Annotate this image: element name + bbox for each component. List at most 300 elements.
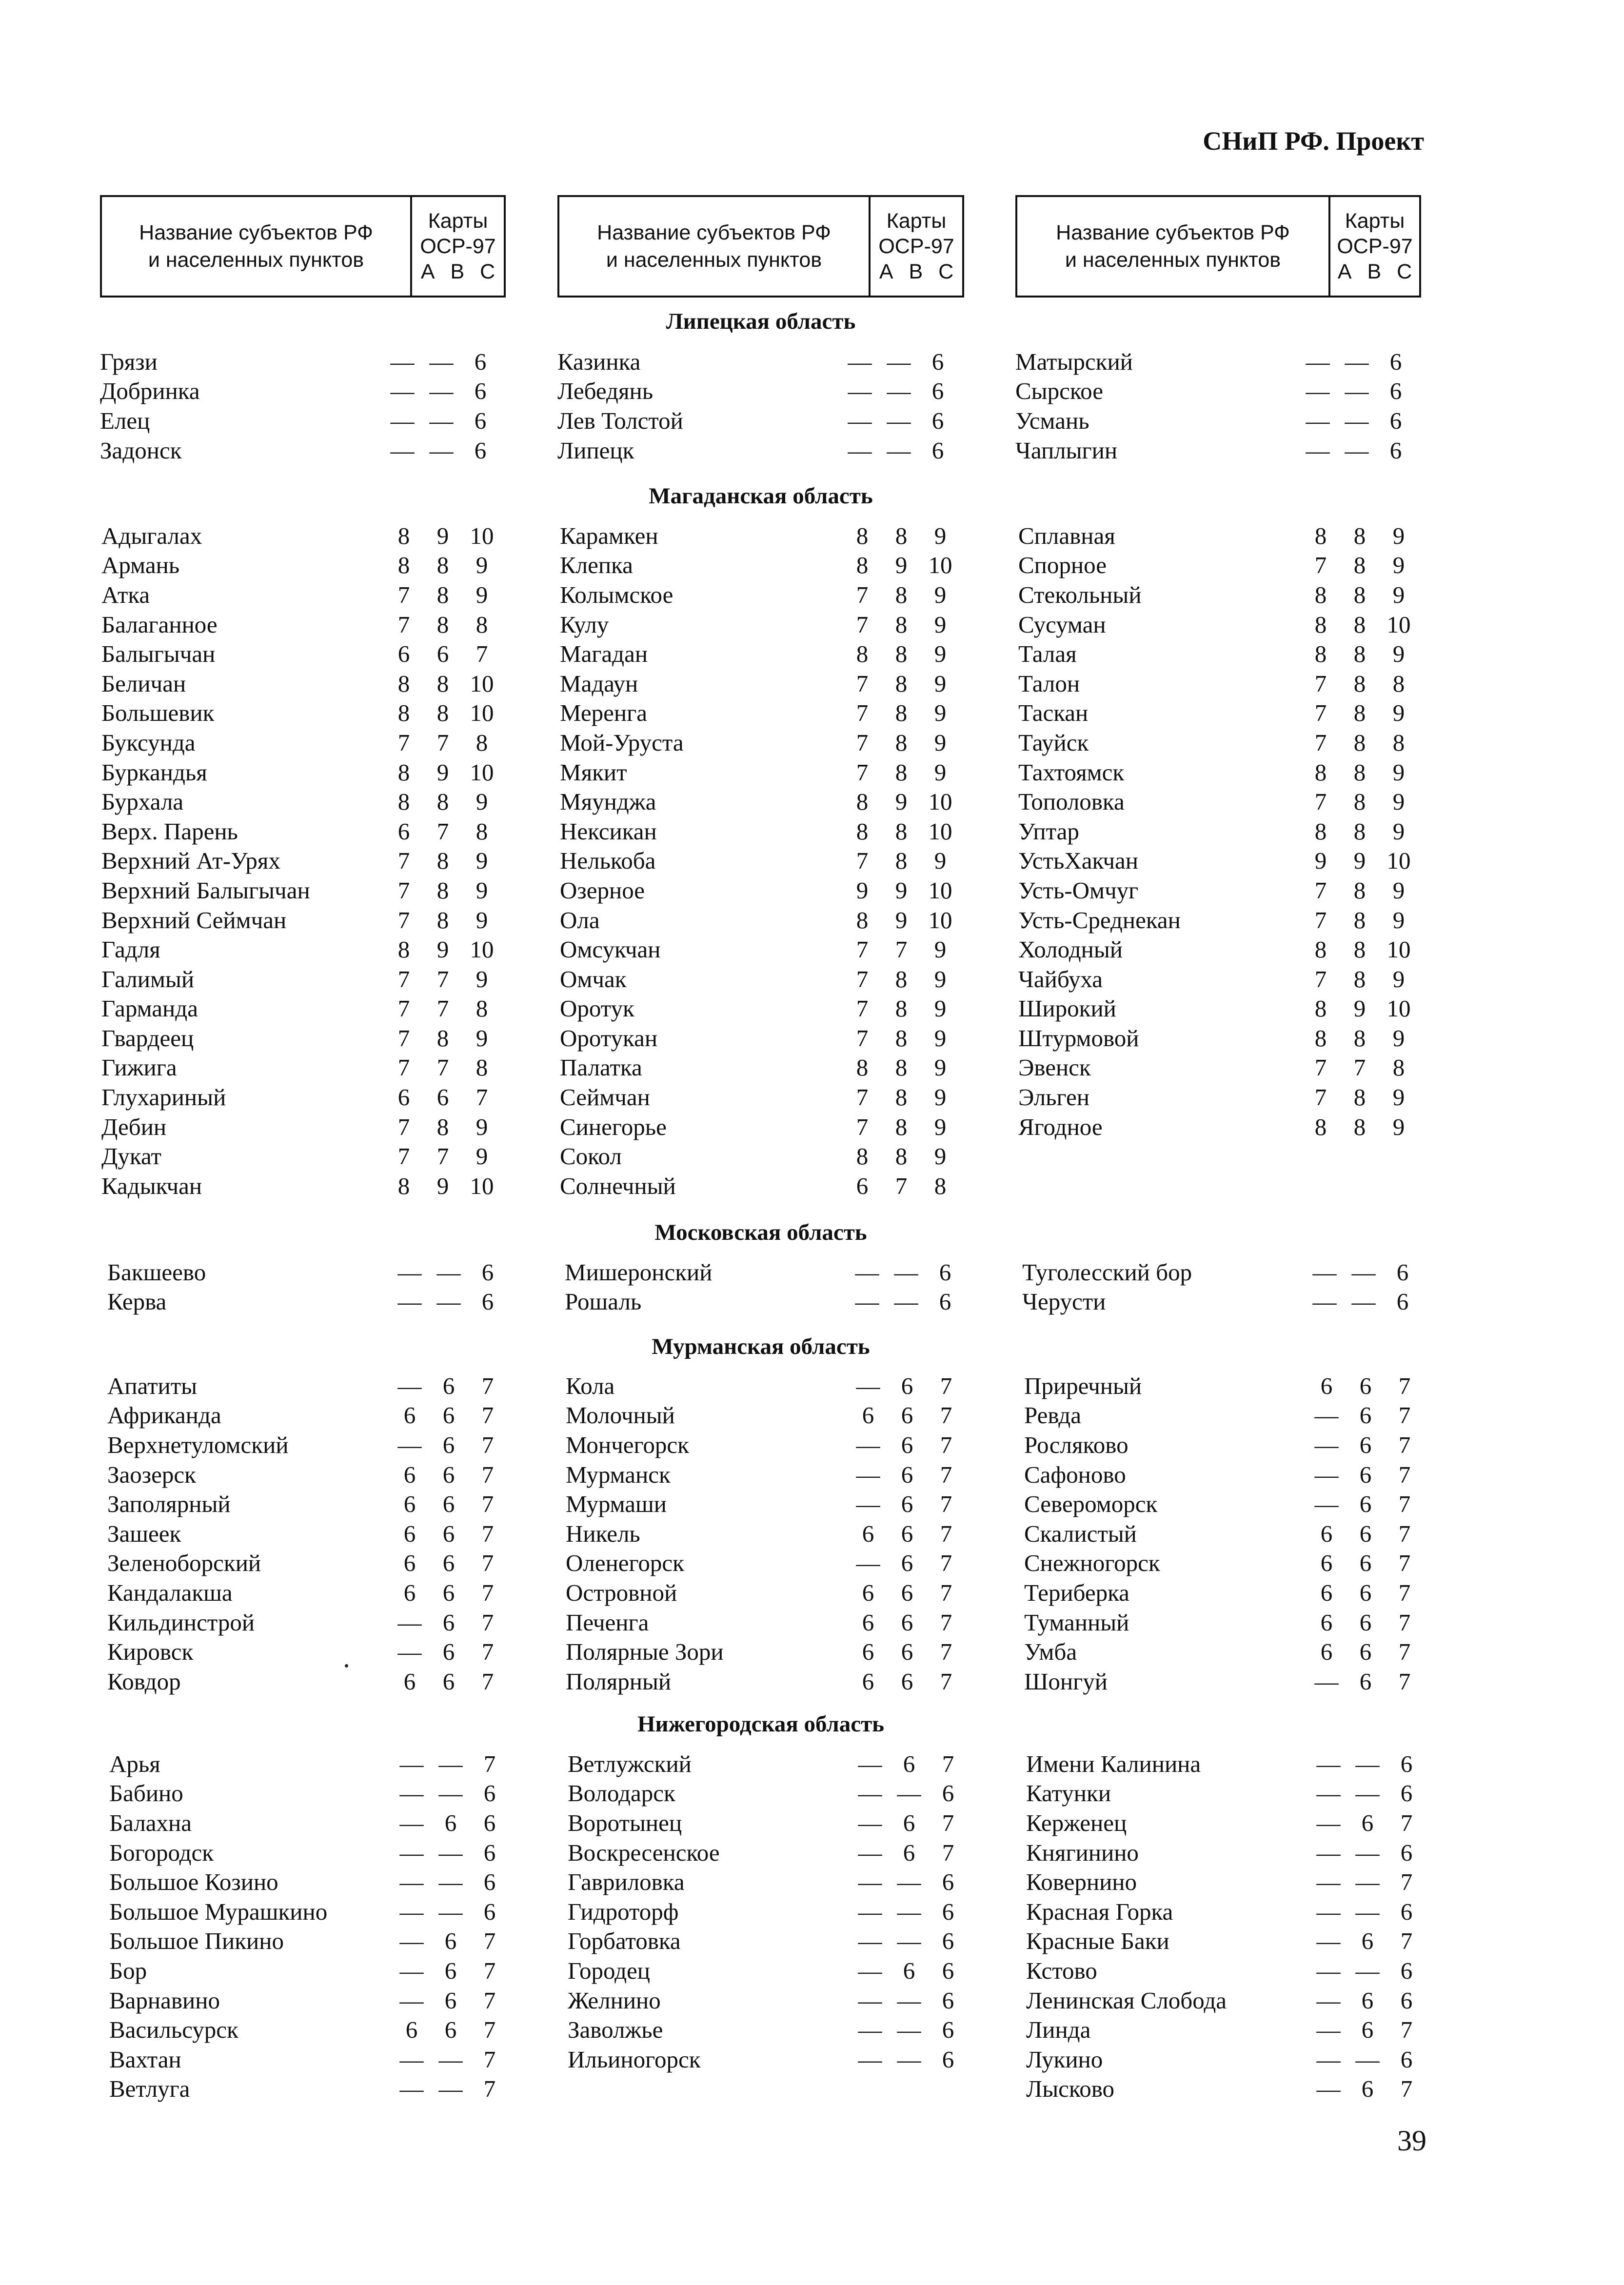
settlement-name: Приречный <box>1024 1372 1142 1399</box>
table-row <box>560 905 965 935</box>
table-row <box>568 1838 972 1868</box>
map-value-c: 6 <box>474 348 487 375</box>
settlement-name: Нексикан <box>560 817 657 845</box>
map-value-c: 9 <box>934 1113 947 1140</box>
map-value-b: — <box>438 1780 463 1807</box>
map-value-c: 6 <box>483 1780 496 1807</box>
map-value-c: 6 <box>481 1258 494 1286</box>
map-value-b: 6 <box>1361 2075 1374 2103</box>
map-value-b: — <box>1345 437 1369 464</box>
table-row <box>560 875 965 905</box>
table-row <box>557 406 962 436</box>
map-value-b: 8 <box>895 640 908 668</box>
table-row <box>101 1112 506 1142</box>
map-value-b: 8 <box>895 1113 908 1140</box>
table-row <box>566 1578 970 1608</box>
settlement-name: Ленинская Слобода <box>1026 1987 1227 2014</box>
map-value-c: 6 <box>481 1288 494 1315</box>
map-value-b: — <box>897 1927 921 1955</box>
map-value-c: 7 <box>940 1431 952 1458</box>
region-0-col-0 <box>100 347 505 465</box>
map-value-c: 6 <box>942 1927 954 1955</box>
map-value-b: — <box>897 1868 921 1896</box>
map-value-c: 6 <box>1396 1288 1409 1315</box>
map-value-a: — <box>858 1987 882 2014</box>
map-value-a: 6 <box>862 1609 874 1636</box>
settlement-name: Воротынец <box>568 1809 682 1836</box>
settlement-name: Оротукан <box>560 1024 658 1052</box>
settlement-name: Буксунда <box>101 729 196 756</box>
map-value-c: 10 <box>470 1172 494 1199</box>
table-row <box>566 1489 970 1519</box>
settlement-name: Мякит <box>560 758 627 786</box>
map-value-b: 7 <box>436 965 449 993</box>
map-value-c: 6 <box>483 1839 496 1866</box>
header-maps-title: Карты <box>428 209 488 233</box>
map-value-a: 7 <box>397 1113 410 1140</box>
map-value-b: 6 <box>901 1638 913 1666</box>
table-row <box>1018 934 1423 964</box>
settlement-name: Молочный <box>566 1402 675 1429</box>
map-value-b: 9 <box>436 1172 449 1199</box>
map-value-b: — <box>887 348 911 375</box>
map-value-a: 6 <box>1320 1550 1333 1577</box>
settlement-name: Лысково <box>1026 2075 1115 2103</box>
settlement-name: Красная Горка <box>1026 1898 1173 1925</box>
map-value-a: 7 <box>1314 965 1327 993</box>
map-value-c: 9 <box>1392 640 1405 668</box>
map-value-b: — <box>1351 1258 1376 1286</box>
settlement-name: Гижига <box>101 1054 177 1081</box>
map-value-a: — <box>399 1927 424 1955</box>
settlement-name: Магадан <box>560 640 648 668</box>
map-value-b: 6 <box>903 1809 915 1836</box>
region-title: Мурманская область <box>652 1334 870 1359</box>
map-value-b: — <box>897 2046 921 2073</box>
settlement-name: Ветлужский <box>568 1750 692 1777</box>
table-row <box>1018 728 1423 757</box>
map-value-b: — <box>1355 2046 1380 2073</box>
region-1-col-2 <box>1018 521 1423 1141</box>
map-value-c: 7 <box>481 1579 494 1606</box>
map-value-c: 9 <box>475 1113 488 1140</box>
print-speck <box>345 1664 348 1668</box>
table-row <box>566 1519 970 1549</box>
map-value-a: 6 <box>1320 1579 1333 1606</box>
settlement-name: Эльген <box>1018 1084 1089 1111</box>
settlement-name: Чаплыгин <box>1015 437 1118 464</box>
map-value-b: 6 <box>901 1520 913 1547</box>
table-row <box>1026 1867 1431 1897</box>
map-value-c: 9 <box>475 1143 488 1170</box>
map-value-a: 6 <box>862 1638 874 1666</box>
map-value-a: 8 <box>1314 522 1327 549</box>
table-row <box>568 2015 972 2045</box>
map-value-a: 7 <box>856 1113 869 1140</box>
running-head: СНиП РФ. Проект <box>1203 126 1424 156</box>
settlement-name: Североморск <box>1024 1490 1158 1518</box>
table-row <box>560 1053 965 1083</box>
table-row <box>1018 964 1423 994</box>
settlement-name: Усмань <box>1015 407 1089 434</box>
map-value-c: 10 <box>470 936 494 963</box>
map-value-a: — <box>397 1609 422 1636</box>
map-value-b: — <box>897 1987 921 2014</box>
map-value-c: 6 <box>942 1898 954 1925</box>
table-row <box>109 1986 514 2015</box>
table-row <box>560 787 965 816</box>
settlement-name: Верхнетуломский <box>107 1431 289 1458</box>
settlement-name: Верхний Ат-Урях <box>101 847 280 874</box>
settlement-name: Бакшеево <box>107 1258 206 1286</box>
table-row <box>109 2045 514 2074</box>
settlement-name: Апатиты <box>107 1372 198 1399</box>
map-value-a: 8 <box>856 1143 869 1170</box>
settlement-name: Керва <box>107 1288 167 1315</box>
settlement-name: Княгинино <box>1026 1839 1139 1866</box>
settlement-name: Линда <box>1026 2016 1091 2044</box>
table-row <box>109 2015 514 2045</box>
map-value-c: 7 <box>481 1372 494 1399</box>
table-row <box>101 728 506 757</box>
map-value-b: — <box>1355 1839 1380 1866</box>
map-value-a: 8 <box>397 522 410 549</box>
map-value-c: 6 <box>942 1957 954 1984</box>
table-row <box>101 1141 506 1171</box>
map-value-c: 10 <box>1386 847 1411 874</box>
table-row <box>101 905 506 935</box>
map-value-c: 6 <box>931 348 944 375</box>
table-row <box>560 964 965 994</box>
table-row <box>1026 1956 1431 1986</box>
table-row <box>107 1257 512 1287</box>
map-value-a: — <box>399 2046 424 2073</box>
map-value-c: 6 <box>1389 348 1402 375</box>
map-value-c: 7 <box>475 640 488 668</box>
map-value-c: 9 <box>934 640 947 668</box>
map-value-c: 7 <box>1398 1638 1411 1666</box>
settlement-name: Кстово <box>1026 1957 1097 1984</box>
map-value-b: 9 <box>436 936 449 963</box>
region-0-col-2 <box>1015 347 1420 465</box>
settlement-name: Верх. Парень <box>101 817 238 845</box>
map-value-a: — <box>399 1780 424 1807</box>
table-row <box>566 1371 970 1401</box>
table-row <box>1024 1371 1429 1401</box>
map-value-a: 6 <box>403 1402 416 1429</box>
map-value-a: 7 <box>397 965 410 993</box>
table-row <box>560 580 965 610</box>
settlement-name: Верхний Балыгычан <box>101 876 310 904</box>
map-value-a: 6 <box>1320 1372 1333 1399</box>
map-value-a: 6 <box>397 817 410 845</box>
table-row <box>560 934 965 964</box>
map-value-a: — <box>399 1868 424 1896</box>
map-value-b: — <box>1355 1780 1380 1807</box>
map-value-b: — <box>436 1288 461 1315</box>
map-value-c: 9 <box>934 1084 947 1111</box>
table-row <box>107 1667 512 1696</box>
table-row <box>1018 669 1423 698</box>
map-value-a: — <box>848 378 872 405</box>
map-value-a: 7 <box>1314 876 1327 904</box>
map-value-b: 6 <box>901 1668 913 1695</box>
map-value-b: 6 <box>1361 2016 1374 2044</box>
settlement-name: Усть-Омчуг <box>1018 876 1139 904</box>
table-row <box>1018 610 1423 639</box>
map-value-c: 10 <box>1386 936 1411 963</box>
table-row <box>1024 1460 1429 1490</box>
map-value-b: 6 <box>442 1372 455 1399</box>
map-value-a: 7 <box>856 936 869 963</box>
map-value-c: 8 <box>475 729 488 756</box>
settlement-name: Кадыкчан <box>101 1172 202 1199</box>
map-value-c: 7 <box>1398 1431 1411 1458</box>
map-value-b: — <box>1345 348 1369 375</box>
table-row <box>101 521 506 551</box>
map-value-b: 8 <box>436 581 449 608</box>
map-value-c: 7 <box>481 1520 494 1547</box>
table-row <box>109 1897 514 1927</box>
region-1-col-0 <box>101 521 506 1201</box>
map-value-c: 7 <box>483 2075 496 2103</box>
map-value-b: 7 <box>1353 1054 1366 1081</box>
map-value-c: 7 <box>481 1431 494 1458</box>
map-value-c: 8 <box>1392 670 1405 697</box>
table-row <box>1018 1023 1423 1053</box>
map-value-b: 8 <box>895 699 908 727</box>
map-value-a: — <box>1316 1957 1341 1984</box>
map-value-a: 7 <box>1314 1084 1327 1111</box>
map-value-c: 7 <box>483 1750 496 1777</box>
table-row <box>107 1519 512 1549</box>
map-value-a: 7 <box>397 1054 410 1081</box>
table-row <box>1024 1637 1429 1667</box>
map-value-b: 8 <box>895 817 908 845</box>
map-value-b: 7 <box>895 1172 908 1199</box>
map-value-a: 8 <box>1314 817 1327 845</box>
map-value-c: 9 <box>475 906 488 934</box>
map-value-b: 6 <box>442 1461 455 1488</box>
region-3-col-2 <box>1024 1371 1429 1696</box>
table-row <box>1015 406 1420 436</box>
settlement-name: Островной <box>566 1579 677 1606</box>
map-value-b: 6 <box>1359 1461 1372 1488</box>
map-value-b: 7 <box>436 729 449 756</box>
table-row <box>560 994 965 1024</box>
table-row <box>107 1608 512 1637</box>
table-row <box>566 1460 970 1490</box>
map-value-a: — <box>848 348 872 375</box>
map-value-c: 9 <box>475 581 488 608</box>
settlement-name: Мончегорск <box>566 1431 689 1458</box>
map-value-a: 6 <box>862 1579 874 1606</box>
table-row <box>101 1053 506 1083</box>
table-row <box>568 1897 972 1927</box>
map-value-a: — <box>397 1431 422 1458</box>
settlement-name: Спорное <box>1018 552 1107 579</box>
settlement-name: Омчак <box>560 965 627 993</box>
map-value-c: 9 <box>934 936 947 963</box>
map-value-a: — <box>1306 348 1330 375</box>
table-row <box>1018 905 1423 935</box>
map-value-c: 9 <box>934 847 947 874</box>
map-value-a: — <box>858 2016 882 2044</box>
table-row <box>107 1460 512 1490</box>
settlement-name: Сеймчан <box>560 1084 650 1111</box>
region-4-col-1 <box>568 1749 972 2074</box>
map-value-a: 7 <box>1314 699 1327 727</box>
map-value-b: — <box>1345 378 1369 405</box>
map-value-a: — <box>397 1372 422 1399</box>
map-value-a: 7 <box>856 995 869 1022</box>
table-row <box>568 1749 972 1779</box>
table-row <box>101 1023 506 1053</box>
map-value-b: 8 <box>436 552 449 579</box>
table-row <box>107 1489 512 1519</box>
map-value-b: 6 <box>1359 1431 1372 1458</box>
map-value-c: 9 <box>1392 906 1405 934</box>
header-maps-cols: А В С <box>420 260 500 283</box>
map-value-b: 6 <box>442 1490 455 1518</box>
map-value-b: 7 <box>895 936 908 963</box>
map-value-c: 6 <box>483 1868 496 1896</box>
settlement-name: Сафоново <box>1024 1461 1126 1488</box>
map-value-c: 10 <box>1386 995 1411 1022</box>
map-value-c: 9 <box>1392 581 1405 608</box>
table-row <box>100 347 505 377</box>
table-row <box>100 436 505 465</box>
settlement-name: Заполярный <box>107 1490 231 1518</box>
map-value-c: 7 <box>483 2016 496 2044</box>
map-value-b: 6 <box>1359 1638 1372 1666</box>
map-value-c: 6 <box>942 1868 954 1896</box>
map-value-c: 6 <box>1400 1780 1413 1807</box>
map-value-a: 8 <box>397 758 410 786</box>
map-value-b: 8 <box>895 670 908 697</box>
map-value-b: 8 <box>1353 817 1366 845</box>
map-value-a: 6 <box>403 1579 416 1606</box>
table-row <box>560 669 965 698</box>
map-value-b: — <box>1355 1750 1380 1777</box>
table-row <box>1015 436 1420 465</box>
map-value-c: 6 <box>1400 2046 1413 2073</box>
table-row <box>568 1956 972 1986</box>
map-value-b: 6 <box>1361 1809 1374 1836</box>
map-value-b: 8 <box>436 847 449 874</box>
settlement-name: Армань <box>101 552 180 579</box>
map-value-a: — <box>848 437 872 464</box>
table-row <box>1024 1519 1429 1549</box>
map-value-b: 6 <box>1359 1550 1372 1577</box>
map-value-a: 6 <box>1320 1520 1333 1547</box>
settlement-name: Гавриловка <box>568 1868 685 1896</box>
map-value-a: — <box>1316 1780 1341 1807</box>
settlement-name: Матырский <box>1015 348 1133 375</box>
map-value-b: — <box>887 437 911 464</box>
settlement-name: Керженец <box>1026 1809 1127 1836</box>
table-row <box>107 1549 512 1578</box>
map-value-b: 9 <box>895 552 908 579</box>
map-value-b: 9 <box>895 906 908 934</box>
map-value-a: — <box>1316 2046 1341 2073</box>
table-row <box>560 551 965 580</box>
map-value-c: 10 <box>928 788 952 815</box>
map-value-c: 7 <box>940 1668 952 1695</box>
table-row <box>568 1808 972 1838</box>
map-value-a: — <box>858 1927 882 1955</box>
map-value-b: — <box>1355 1868 1380 1896</box>
table-row <box>566 1608 970 1637</box>
settlement-name: Балахна <box>109 1809 192 1836</box>
table-row <box>1024 1489 1429 1519</box>
map-value-b: — <box>897 1898 921 1925</box>
map-value-b: 8 <box>1353 1113 1366 1140</box>
settlement-name: Бор <box>109 1957 147 1984</box>
table-row <box>101 964 506 994</box>
table-header <box>100 195 506 298</box>
map-value-c: 7 <box>481 1638 494 1666</box>
settlement-name: Варнавино <box>109 1987 220 2014</box>
map-value-c: 9 <box>1392 758 1405 786</box>
map-value-a: 7 <box>856 965 869 993</box>
map-value-a: — <box>399 2075 424 2103</box>
settlement-name: Мурмаши <box>566 1490 667 1518</box>
map-value-a: 8 <box>397 670 410 697</box>
map-value-c: 7 <box>1400 1809 1413 1836</box>
map-value-b: 8 <box>895 1054 908 1081</box>
table-row <box>107 1401 512 1431</box>
map-value-b: 6 <box>442 1609 455 1636</box>
map-value-a: — <box>399 1839 424 1866</box>
settlement-name: Скалистый <box>1024 1520 1137 1547</box>
map-value-a: — <box>390 407 415 434</box>
table-row <box>1015 377 1420 406</box>
settlement-name: Тахтоямск <box>1018 758 1125 786</box>
map-value-c: 6 <box>474 378 487 405</box>
map-value-a: 8 <box>397 788 410 815</box>
settlement-name: Заволжье <box>568 2016 663 2044</box>
table-row <box>101 1082 506 1112</box>
map-value-c: 10 <box>1386 611 1411 638</box>
map-value-b: 6 <box>444 1927 457 1955</box>
settlement-name: Солнечный <box>560 1172 676 1199</box>
settlement-name: Большое Мурашкино <box>109 1898 328 1925</box>
table-row <box>1018 994 1423 1024</box>
header-maps-subtitle: ОСР-97 <box>1337 235 1413 258</box>
map-value-a: 9 <box>1314 847 1327 874</box>
map-value-a: — <box>1314 1490 1339 1518</box>
table-row <box>1026 1808 1431 1838</box>
settlement-name: Липецк <box>557 437 634 464</box>
map-value-b: 6 <box>442 1431 455 1458</box>
settlement-name: Городец <box>568 1957 651 1984</box>
map-value-a: — <box>1316 1839 1341 1866</box>
region-4-col-2 <box>1026 1749 1431 2104</box>
map-value-b: — <box>1345 407 1369 434</box>
settlement-name: Большое Пикино <box>109 1927 284 1955</box>
table-row <box>109 1779 514 1808</box>
map-value-a: — <box>399 1809 424 1836</box>
map-value-c: 7 <box>1400 1868 1413 1896</box>
map-value-b: 6 <box>444 2016 457 2044</box>
map-value-a: — <box>1316 1750 1341 1777</box>
map-value-b: 8 <box>1353 1024 1366 1052</box>
table-row <box>101 757 506 787</box>
map-value-b: 7 <box>436 1054 449 1081</box>
table-row <box>1018 521 1423 551</box>
map-value-a: — <box>858 1809 882 1836</box>
